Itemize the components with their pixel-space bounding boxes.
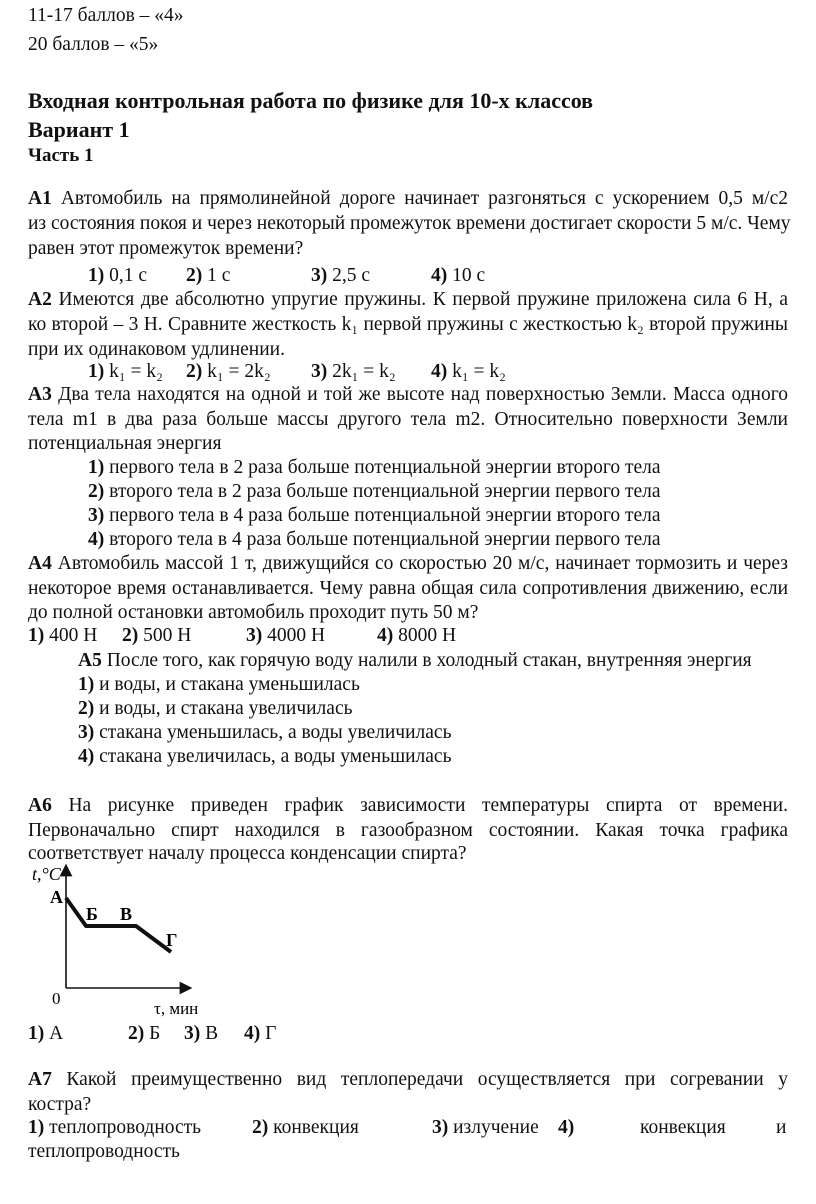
answer-option: 1) k₁ = k₂ [88, 361, 163, 382]
variant-heading: Вариант 1 [28, 117, 130, 142]
answer-option: 1) А [28, 1023, 64, 1044]
point-label-v: В [120, 904, 133, 924]
answer-option: 1) первого тела в 2 раза больше потенциальной энергии второго тела [88, 457, 661, 478]
temperature-time-graph [26, 860, 226, 1020]
question-line: Первоначально спирт находился в газообразном состоянии. Какая точка графика [28, 820, 788, 841]
question-number: А2 [28, 289, 52, 310]
question-text [28, 794, 788, 818]
question-line: при их одинаковом удлинении. [28, 339, 285, 360]
question-line: На рисунке приведен график зависимости температуры спирта от времени. [68, 795, 788, 816]
answer-option: 4) 10 с [431, 265, 486, 286]
point-label-a: А [50, 887, 63, 907]
question-text [28, 288, 788, 312]
answer-option: 4) второго тела в 4 раза больше потенциальной энергии первого тела [88, 529, 661, 550]
question-line: до полной остановки автомобиль проходит путь 50 м? [28, 602, 479, 623]
answer-option: 3) первого тела в 4 раза больше потенциальной энергии второго тела [88, 505, 661, 526]
origin-label: 0 [52, 989, 61, 1008]
grading-line: 20 баллов – «5» [28, 34, 159, 55]
answer-option: 3) стакана уменьшилась, а воды увеличилась [78, 722, 452, 743]
question-number: А4 [28, 553, 52, 574]
question-number: А3 [28, 384, 52, 405]
question-line: Автомобиль массой 1 т, движущийся со скоростью 20 м/с, начинает тормозить и через [57, 553, 789, 574]
part-heading: Часть 1 [28, 145, 94, 166]
question-line: костра? [28, 1094, 92, 1115]
question-line: Автомобиль на прямолинейной дороге начинает разгоняться с ускорением 0,5 м/с2 [60, 188, 789, 209]
question-line: из состояния покоя и через некоторый промежуток времени достигает скорости 5 м/с. Чему [28, 213, 791, 234]
question-line: Какой преимущественно вид теплопередачи осуществляется при согревании у [66, 1069, 789, 1090]
answer-option-word: конвекция [640, 1117, 726, 1138]
answer-option: 3) излучение [432, 1117, 539, 1138]
answer-option: 1) и воды, и стакана уменьшилась [78, 674, 360, 695]
answer-option: 2) второго тела в 2 раза больше потенциальной энергии первого тела [88, 481, 661, 502]
question-line: потенциальная энергия [28, 433, 222, 454]
answer-option: 2) 500 Н [122, 625, 192, 646]
answer-option: 2) конвекция [252, 1117, 359, 1138]
answer-option-word: и [776, 1117, 787, 1138]
question-text [28, 552, 788, 576]
answer-option: 4) k₁ = k₂ [431, 361, 506, 382]
question-line: ко второй – 3 Н. Сравните жесткость k₁ первой пружины с жесткостью k₂ второй пружины [28, 314, 788, 335]
question-number: А6 [28, 795, 52, 816]
answer-option: 1) 0,1 с [88, 265, 148, 286]
x-axis-label: τ, мин [154, 999, 199, 1018]
answer-option: 3) 2,5 с [311, 265, 371, 286]
answer-option: 2) 1 с [186, 265, 231, 286]
question-line: Имеются две абсолютно упругие пружины. К первой пружине приложена сила 6 Н, а [58, 289, 788, 310]
question-line: Два тела находятся на одной и той же высоте над поверхностью Земли. Масса одного [58, 384, 789, 405]
answer-option: 3) 4000 Н [246, 625, 326, 646]
question-text [28, 187, 788, 211]
answer-option: 3) 2k₁ = k₂ [311, 361, 396, 382]
answer-option: 3) В [184, 1023, 219, 1044]
answer-option: 2) Б [128, 1023, 161, 1044]
answer-option: 4) 8000 Н [377, 625, 457, 646]
point-label-b: Б [86, 904, 98, 924]
question-text [28, 383, 788, 407]
answer-option: 4) стакана увеличилась, а воды уменьшилась [78, 746, 452, 767]
answer-option: 2) k₁ = 2k₂ [186, 361, 271, 382]
answer-option: 4) Г [244, 1023, 277, 1044]
question-text [78, 649, 752, 673]
answer-option: 1) теплопроводность [28, 1117, 202, 1138]
y-axis-label: t,°C [32, 864, 61, 884]
question-number: А1 [28, 188, 52, 209]
question-line: После того, как горячую воду налили в холодный стакан, внутренняя энергия [106, 650, 752, 671]
question-line: тела m1 в два раза больше массы другого тела m2. Относительно поверхности Земли [28, 409, 788, 430]
grading-line: 11-17 баллов – «4» [28, 5, 184, 26]
graph-curve [66, 898, 171, 952]
question-line: некоторое время останавливается. Чему равна общая сила сопротивления движению, если [28, 578, 788, 599]
question-text [28, 1068, 788, 1092]
question-number: А5 [78, 650, 102, 671]
answer-option-number: 4) [558, 1117, 575, 1138]
answer-option: 2) и воды, и стакана увеличилась [78, 698, 353, 719]
answer-option: 1) 400 Н [28, 625, 98, 646]
page-title: Входная контрольная работа по физике для 10-х классов [28, 88, 594, 113]
question-line: равен этот промежуток времени? [28, 238, 304, 259]
question-line: соответствует началу процесса конденсации спирта? [28, 843, 467, 864]
question-number: А7 [28, 1069, 52, 1090]
answer-option-word: теплопроводность [28, 1141, 180, 1162]
point-label-g: Г [166, 930, 178, 950]
